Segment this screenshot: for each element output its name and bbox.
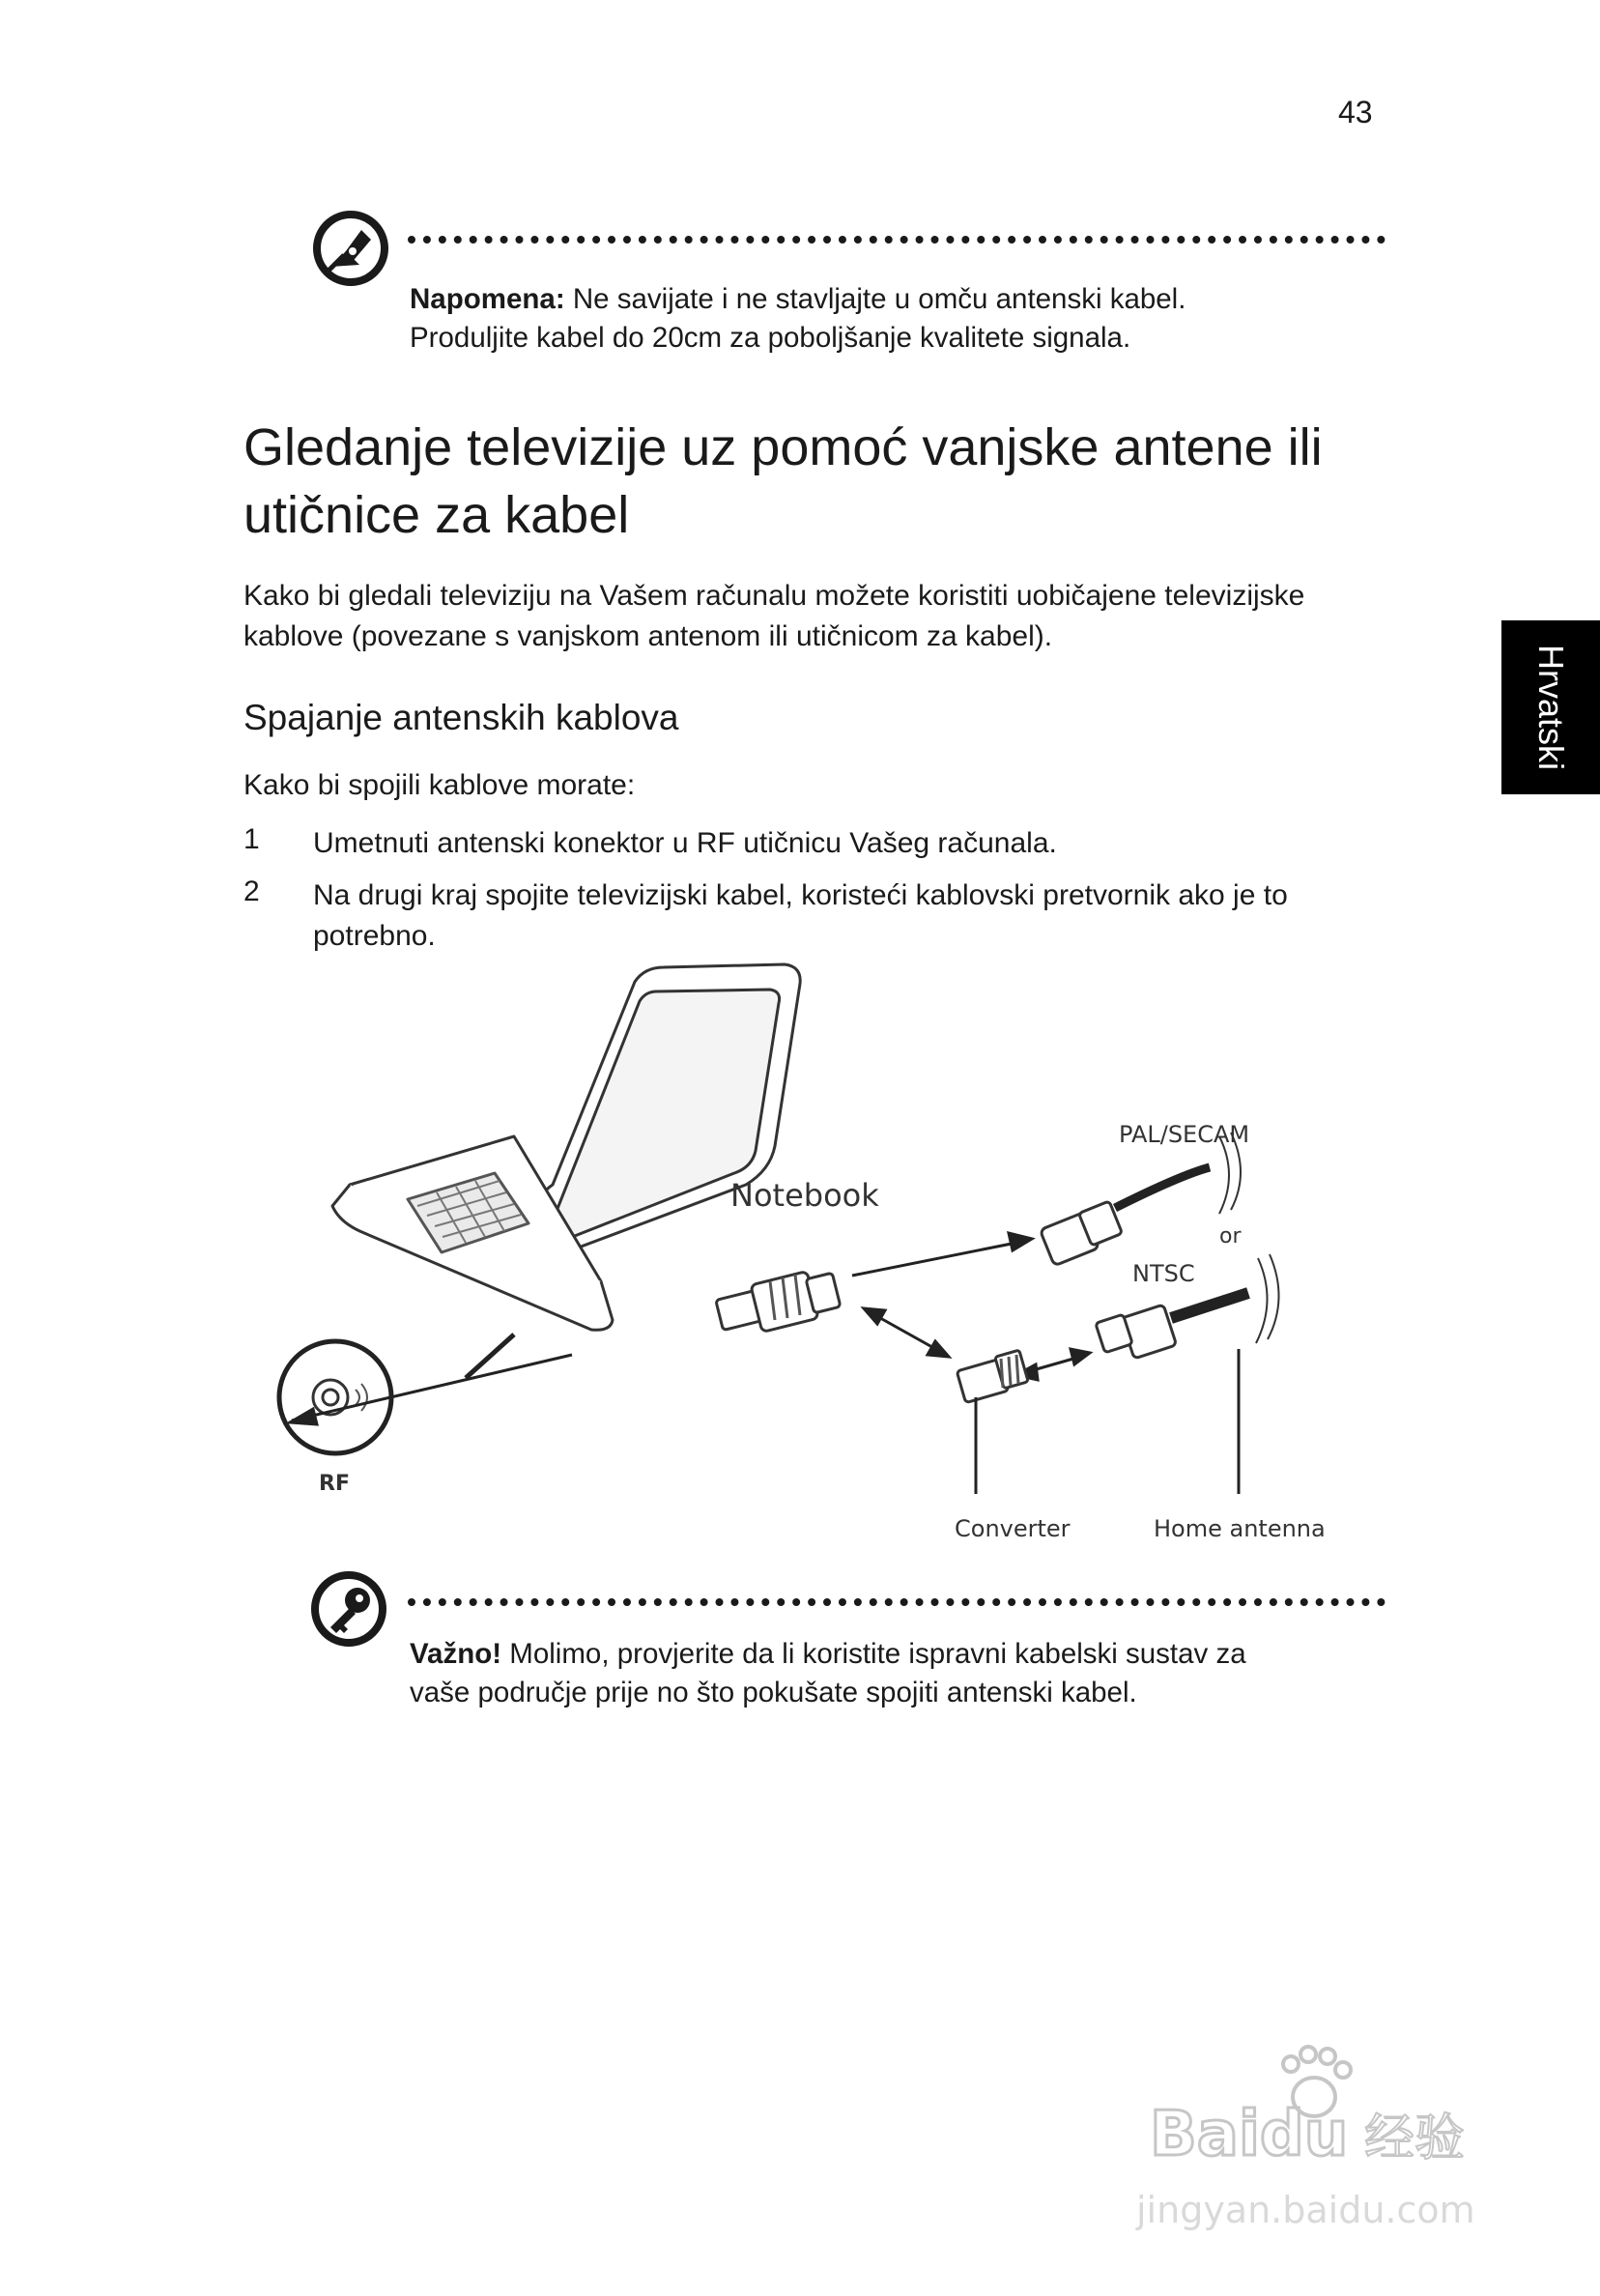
note-line-1: Ne savijate i ne stavljajte u omču antenski kabel. — [564, 283, 1186, 315]
ntsc-label: NTSC — [1132, 1260, 1195, 1287]
important-label: Važno! — [410, 1638, 502, 1670]
step-number: 1 — [243, 823, 260, 855]
home-antenna-label: Home antenna — [1154, 1515, 1326, 1542]
section-title-line-1: Gledanje televizije uz pomoć vanjske antene ili — [243, 418, 1323, 476]
important-line-2: vaše područje prije no što pokušate spojiti antenski kabel. — [410, 1677, 1137, 1708]
watermark-url: jingyan.baidu.com — [1136, 2189, 1475, 2231]
important-text — [410, 1635, 1357, 1712]
pen-icon — [311, 209, 390, 288]
notebook-label: Notebook — [730, 1177, 879, 1214]
converter-connector — [957, 1350, 1028, 1403]
step-number: 2 — [243, 875, 260, 907]
step-text — [313, 875, 1434, 957]
rf-label: RF — [319, 1472, 350, 1496]
step-line: Na drugi kraj spojite televizijski kabel, koristeći kablovski pretvornik ako je to — [313, 879, 1288, 911]
page-number: 43 — [1338, 95, 1373, 129]
notebook-connector — [716, 1271, 841, 1332]
intro-line-1: Kako bi gledali televiziju na Vašem računalu možete koristiti uobičajene televizijske — [243, 580, 1305, 612]
section-title-line-2: utičnice za kabel — [243, 486, 630, 544]
subsection-title: Spajanje antenskih kablova — [243, 698, 679, 737]
section-intro — [243, 576, 1403, 657]
key-icon — [309, 1569, 388, 1649]
antenna-connection-diagram — [272, 953, 1374, 1562]
intro-line-2: kablove (povezane s vanjskom antenom ili utičnicom za kabel). — [243, 620, 1053, 652]
or-label: or — [1219, 1224, 1242, 1248]
step-line: potrebno. — [313, 920, 436, 952]
important-line-1: Molimo, provjerite da li koristite ispravni kabelski sustav za — [501, 1638, 1246, 1670]
converter-label: Converter — [955, 1515, 1071, 1542]
step-line: Umetnuti antenski konektor u RF utičnicu Vašeg računala. — [313, 827, 1057, 859]
pal-secam-connector — [1040, 1133, 1241, 1266]
language-side-tab — [1501, 620, 1600, 794]
step-text — [313, 823, 1434, 864]
pal-secam-label: PAL/SECAM — [1119, 1121, 1250, 1148]
rf-port-closeup — [279, 1341, 391, 1453]
watermark-brand: Baidu — [1150, 2099, 1349, 2170]
baidu-watermark — [1111, 2039, 1517, 2242]
section-title — [243, 414, 1403, 549]
note-label: Napomena: — [410, 283, 565, 315]
important-divider — [408, 1598, 1386, 1606]
side-tab-label: Hrvatski — [1531, 644, 1571, 771]
note-text — [410, 280, 1357, 358]
note-line-2: Produljite kabel do 20cm za poboljšanje kvalitete signala. — [410, 322, 1131, 354]
subsection-lead: Kako bi spojili kablove morate: — [243, 769, 636, 801]
watermark-suffix: 经验 — [1364, 2109, 1466, 2167]
note-divider — [408, 236, 1386, 244]
